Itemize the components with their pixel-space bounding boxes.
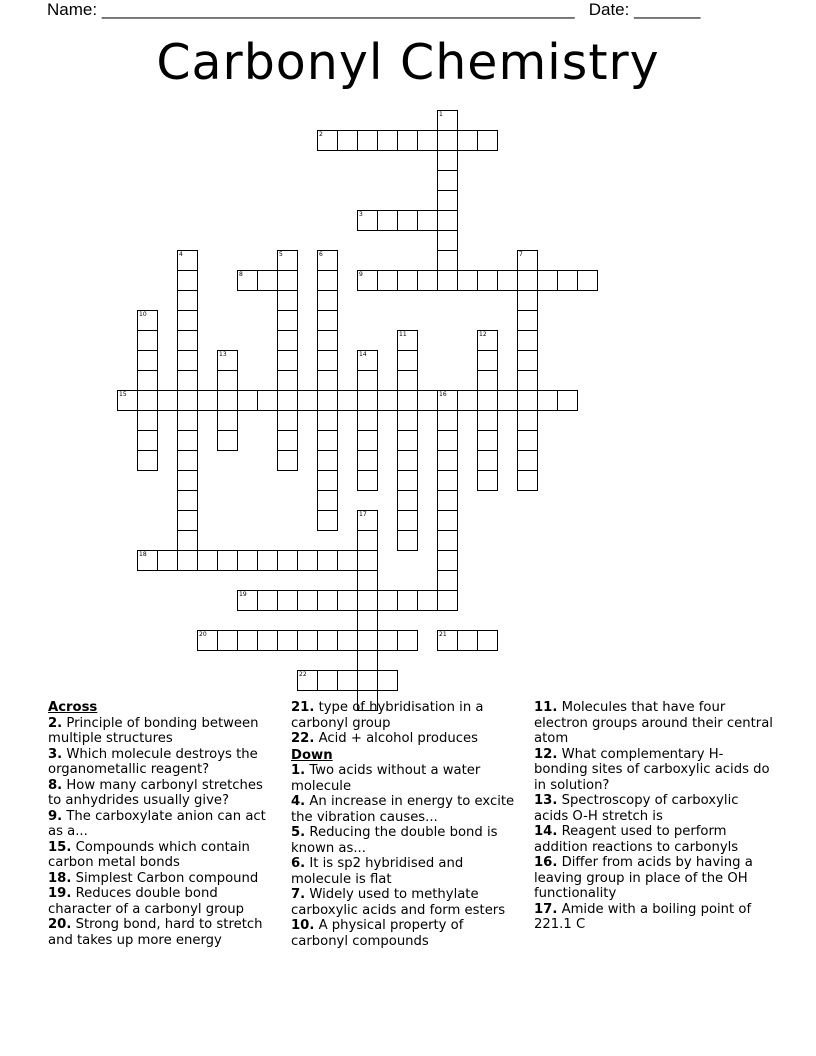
grid-cell[interactable] <box>477 330 498 351</box>
clue-number: 1 <box>439 111 443 118</box>
clue-number: 16 <box>439 391 447 398</box>
clue-item-text: Spectroscopy of carboxylic acids O-H stretch is <box>534 793 739 824</box>
clue-item-text: Strong bond, hard to stretch and takes up more energy <box>48 917 263 948</box>
grid-cell[interactable] <box>137 430 158 451</box>
clue-item-number: 20. <box>48 917 72 932</box>
grid-cell[interactable] <box>417 590 438 611</box>
grid-cell[interactable] <box>277 350 298 371</box>
clue-item-text: Widely used to methylate carboxylic acids and form esters <box>291 887 506 918</box>
clue-number: 4 <box>179 251 183 258</box>
grid-cell[interactable] <box>157 390 178 411</box>
grid-cell[interactable] <box>357 570 378 591</box>
clue-item <box>291 763 523 794</box>
grid-cell[interactable] <box>337 130 358 151</box>
grid-cell[interactable] <box>437 190 458 211</box>
grid-cell[interactable] <box>477 370 498 391</box>
clue-item <box>48 871 276 887</box>
grid-cell[interactable] <box>377 390 398 411</box>
clue-item <box>48 778 276 809</box>
down-heading: Down <box>291 747 333 763</box>
grid-cell[interactable] <box>277 370 298 391</box>
grid-cell[interactable] <box>397 510 418 531</box>
clue-item-text: An increase in energy to excite the vibration causes... <box>291 794 515 825</box>
grid-cell[interactable] <box>297 630 318 651</box>
grid-cell[interactable] <box>417 210 438 231</box>
clue-item-text: Simplest Carbon compound <box>71 870 259 886</box>
grid-cell[interactable] <box>137 410 158 431</box>
grid-cell[interactable] <box>137 350 158 371</box>
clue-item-number: 5. <box>291 825 306 840</box>
grid-cell[interactable] <box>357 510 378 531</box>
grid-cell[interactable] <box>477 350 498 371</box>
grid-cell[interactable] <box>277 250 298 271</box>
grid-cell[interactable] <box>217 630 238 651</box>
grid-cell[interactable] <box>257 630 278 651</box>
grid-cell[interactable] <box>537 390 558 411</box>
grid-cell[interactable] <box>517 250 538 271</box>
grid-cell[interactable] <box>377 210 398 231</box>
clue-item-text: Amide with a boiling point of 221.1 C <box>534 901 752 932</box>
clues-column-2 <box>291 700 523 949</box>
clue-item-text: A physical property of carbonyl compounds <box>291 918 464 949</box>
grid-cell[interactable] <box>317 450 338 471</box>
grid-cell[interactable] <box>397 630 418 651</box>
clue-item <box>291 856 523 887</box>
grid-cell[interactable] <box>437 630 458 651</box>
grid-cell[interactable] <box>177 410 198 431</box>
grid-cell[interactable] <box>437 150 458 171</box>
grid-cell[interactable] <box>357 610 378 631</box>
grid-cell[interactable] <box>197 550 218 571</box>
grid-cell[interactable] <box>197 390 218 411</box>
grid-cell[interactable] <box>357 650 378 671</box>
grid-cell[interactable] <box>137 390 158 411</box>
across-heading: Across <box>48 700 98 715</box>
grid-cell[interactable] <box>397 530 418 551</box>
grid-cell[interactable] <box>277 450 298 471</box>
grid-cell[interactable] <box>417 130 438 151</box>
grid-cell[interactable] <box>477 450 498 471</box>
grid-cell[interactable] <box>437 390 458 411</box>
clue-number: 20 <box>199 631 207 638</box>
grid-cell[interactable] <box>437 570 458 591</box>
grid-cell[interactable] <box>537 270 558 291</box>
grid-cell[interactable] <box>257 550 278 571</box>
grid-cell[interactable] <box>317 350 338 371</box>
grid-cell[interactable] <box>237 270 258 291</box>
clue-item <box>48 886 276 917</box>
grid-cell[interactable] <box>497 390 518 411</box>
grid-cell[interactable] <box>257 270 278 291</box>
clue-item <box>48 917 276 948</box>
grid-cell[interactable] <box>277 270 298 291</box>
grid-cell[interactable] <box>357 590 378 611</box>
grid-cell[interactable] <box>517 450 538 471</box>
clue-item <box>291 918 523 949</box>
clue-item <box>534 700 774 747</box>
clue-number: 21 <box>439 631 447 638</box>
clue-number: 9 <box>359 271 363 278</box>
grid-cell[interactable] <box>577 270 598 291</box>
clue-item-number: 19. <box>48 886 72 901</box>
grid-cell[interactable] <box>397 270 418 291</box>
grid-cell[interactable] <box>177 250 198 271</box>
grid-cell[interactable] <box>357 470 378 491</box>
grid-cell[interactable] <box>337 670 358 691</box>
clue-item-number: 9. <box>48 808 63 824</box>
grid-cell[interactable] <box>257 390 278 411</box>
grid-cell[interactable] <box>277 590 298 611</box>
grid-cell[interactable] <box>317 330 338 351</box>
grid-cell[interactable] <box>437 110 458 131</box>
grid-cell[interactable] <box>197 630 218 651</box>
clue-item-number: 3. <box>48 746 63 762</box>
grid-cell[interactable] <box>437 550 458 571</box>
page-title: Carbonyl Chemistry <box>156 34 660 91</box>
grid-cell[interactable] <box>177 470 198 491</box>
grid-cell[interactable] <box>137 330 158 351</box>
grid-cell[interactable] <box>517 430 538 451</box>
clue-number: 17 <box>359 511 367 518</box>
clue-item-text: Reduces double bond character of a carbonyl group <box>48 886 245 917</box>
clue-number: 2 <box>319 131 323 138</box>
grid-cell[interactable] <box>317 670 338 691</box>
grid-cell[interactable] <box>177 290 198 311</box>
grid-cell[interactable] <box>357 630 378 651</box>
grid-cell[interactable] <box>337 630 358 651</box>
grid-cell[interactable] <box>317 310 338 331</box>
clue-number: 13 <box>219 351 227 358</box>
grid-cell[interactable] <box>317 490 338 511</box>
grid-cell[interactable] <box>357 670 378 691</box>
clue-item-number: 18. <box>48 870 72 886</box>
clue-number: 10 <box>139 311 147 318</box>
clue-number: 18 <box>139 551 147 558</box>
clue-number: 12 <box>479 331 487 338</box>
grid-cell[interactable] <box>157 550 178 571</box>
grid-cell[interactable] <box>217 430 238 451</box>
grid-cell[interactable] <box>457 270 478 291</box>
grid-cell[interactable] <box>117 390 138 411</box>
grid-cell[interactable] <box>457 130 478 151</box>
grid-cell[interactable] <box>357 530 378 551</box>
clue-item <box>534 902 774 933</box>
grid-cell[interactable] <box>517 410 538 431</box>
grid-cell[interactable] <box>277 330 298 351</box>
grid-cell[interactable] <box>437 230 458 251</box>
clue-item-text: How many carbonyl stretches to anhydrides usually give? <box>48 777 263 808</box>
grid-cell[interactable] <box>377 130 398 151</box>
grid-cell[interactable] <box>437 270 458 291</box>
grid-cell[interactable] <box>437 450 458 471</box>
grid-cell[interactable] <box>437 430 458 451</box>
grid-cell[interactable] <box>317 410 338 431</box>
clue-item <box>291 794 523 825</box>
grid-cell[interactable] <box>317 130 338 151</box>
grid-cell[interactable] <box>277 630 298 651</box>
grid-cell[interactable] <box>437 590 458 611</box>
grid-cell[interactable] <box>277 290 298 311</box>
grid-cell[interactable] <box>177 530 198 551</box>
grid-cell[interactable] <box>357 550 378 571</box>
clue-item <box>48 716 276 747</box>
grid-cell[interactable] <box>397 470 418 491</box>
grid-cell[interactable] <box>217 550 238 571</box>
grid-cell[interactable] <box>297 390 318 411</box>
clue-item <box>48 840 276 871</box>
grid-cell[interactable] <box>437 510 458 531</box>
grid-cell[interactable] <box>317 270 338 291</box>
clue-number: 11 <box>399 331 407 338</box>
clue-item-text: Differ from acids by having a leaving group in place of the OH functionality <box>534 855 753 901</box>
clues-column-3 <box>534 700 774 933</box>
grid-cell[interactable] <box>357 410 378 431</box>
grid-cell[interactable] <box>437 470 458 491</box>
grid-cell[interactable] <box>477 470 498 491</box>
grid-cell[interactable] <box>317 550 338 571</box>
name-label: Name: <box>47 0 98 19</box>
grid-cell[interactable] <box>237 630 258 651</box>
grid-cell[interactable] <box>397 130 418 151</box>
clue-item-text: Reagent used to perform addition reactions to carbonyls <box>534 824 739 855</box>
grid-cell[interactable] <box>377 630 398 651</box>
grid-cell[interactable] <box>397 410 418 431</box>
grid-cell[interactable] <box>277 410 298 431</box>
grid-cell[interactable] <box>517 370 538 391</box>
grid-cell[interactable] <box>517 470 538 491</box>
grid-cell[interactable] <box>397 450 418 471</box>
grid-cell[interactable] <box>357 430 378 451</box>
grid-cell[interactable] <box>177 450 198 471</box>
grid-cell[interactable] <box>517 350 538 371</box>
grid-cell[interactable] <box>317 590 338 611</box>
grid-cell[interactable] <box>337 390 358 411</box>
grid-cell[interactable] <box>177 350 198 371</box>
grid-cell[interactable] <box>417 270 438 291</box>
clue-item <box>291 825 523 856</box>
clue-item-number: 15. <box>48 839 72 855</box>
grid-cell[interactable] <box>397 490 418 511</box>
grid-cell[interactable] <box>557 390 578 411</box>
grid-cell[interactable] <box>397 370 418 391</box>
grid-cell[interactable] <box>297 670 318 691</box>
clue-item-text: What complementary H-bonding sites of carboxylic acids do in solution? <box>534 746 770 793</box>
clue-number: 19 <box>239 591 247 598</box>
grid-cell[interactable] <box>177 490 198 511</box>
grid-cell[interactable] <box>317 370 338 391</box>
clue-item-number: 10. <box>291 918 315 933</box>
clue-item-text: Which molecule destroys the organometallic reagent? <box>48 746 258 777</box>
grid-cell[interactable] <box>517 270 538 291</box>
grid-cell[interactable] <box>177 390 198 411</box>
grid-cell[interactable] <box>317 250 338 271</box>
clue-item-text: Acid + alcohol produces <box>314 731 478 746</box>
grid-cell[interactable] <box>397 430 418 451</box>
grid-cell[interactable] <box>317 470 338 491</box>
clue-item-text: Compounds which contain carbon metal bonds <box>48 839 250 870</box>
grid-cell[interactable] <box>177 370 198 391</box>
grid-cell[interactable] <box>517 310 538 331</box>
grid-cell[interactable] <box>377 270 398 291</box>
clue-item-text: Two acids without a water molecule <box>291 763 481 794</box>
clue-item <box>48 747 276 778</box>
grid-cell[interactable] <box>297 590 318 611</box>
grid-cell[interactable] <box>437 410 458 431</box>
grid-cell[interactable] <box>177 310 198 331</box>
clue-item-number: 13. <box>534 793 558 808</box>
clue-number: 6 <box>319 251 323 258</box>
grid-cell[interactable] <box>277 310 298 331</box>
grid-cell[interactable] <box>317 390 338 411</box>
grid-cell[interactable] <box>137 310 158 331</box>
grid-cell[interactable] <box>397 210 418 231</box>
clue-item <box>291 731 523 747</box>
clue-number: 5 <box>279 251 283 258</box>
grid-cell[interactable] <box>357 210 378 231</box>
clue-item <box>534 824 774 855</box>
grid-cell[interactable] <box>317 510 338 531</box>
clue-item-number: 4. <box>291 794 306 809</box>
clue-item-number: 17. <box>534 901 558 917</box>
clue-item-number: 12. <box>534 746 558 762</box>
grid-cell[interactable] <box>137 550 158 571</box>
grid-cell[interactable] <box>337 590 358 611</box>
clue-item-number: 8. <box>48 777 63 793</box>
clue-number: 3 <box>359 211 363 218</box>
grid-cell[interactable] <box>217 370 238 391</box>
grid-cell[interactable] <box>177 510 198 531</box>
clue-item-number: 6. <box>291 856 306 871</box>
grid-cell[interactable] <box>357 270 378 291</box>
grid-cell[interactable] <box>257 590 278 611</box>
grid-cell[interactable] <box>437 490 458 511</box>
name-line[interactable]: __________________________________________________ <box>101 0 575 19</box>
clue-item-number: 1. <box>291 763 306 778</box>
grid-cell[interactable] <box>357 450 378 471</box>
grid-cell[interactable] <box>497 270 518 291</box>
grid-cell[interactable] <box>417 390 438 411</box>
clue-item-number: 14. <box>534 824 558 839</box>
grid-cell[interactable] <box>357 370 378 391</box>
grid-cell[interactable] <box>437 130 458 151</box>
clue-item <box>534 793 774 824</box>
clue-item-text: The carboxylate anion can act as a... <box>48 808 266 839</box>
grid-cell[interactable] <box>277 550 298 571</box>
grid-cell[interactable] <box>137 370 158 391</box>
grid-cell[interactable] <box>477 430 498 451</box>
grid-cell[interactable] <box>397 330 418 351</box>
clue-item-text: It is sp2 hybridised and molecule is flat <box>291 856 464 887</box>
clue-item-text: Molecules that have four electron groups around their central atom <box>534 700 773 746</box>
grid-cell[interactable] <box>377 670 398 691</box>
grid-cell[interactable] <box>357 390 378 411</box>
grid-cell[interactable] <box>377 590 398 611</box>
grid-cell[interactable] <box>517 390 538 411</box>
date-label: Date: <box>588 0 630 19</box>
clue-number: 15 <box>119 391 127 398</box>
grid-cell[interactable] <box>297 550 318 571</box>
grid-cell[interactable] <box>477 390 498 411</box>
clue-item <box>48 809 276 840</box>
grid-cell[interactable] <box>357 350 378 371</box>
date-line[interactable]: _______ <box>634 0 701 19</box>
grid-cell[interactable] <box>217 410 238 431</box>
clue-item-number: 16. <box>534 855 558 870</box>
grid-cell[interactable] <box>337 550 358 571</box>
grid-cell[interactable] <box>237 590 258 611</box>
clue-item-text: type of hybridisation in a carbonyl group <box>291 700 484 731</box>
clues-column-1 <box>48 700 276 948</box>
grid-cell[interactable] <box>317 290 338 311</box>
grid-cell[interactable] <box>177 270 198 291</box>
grid-cell[interactable] <box>277 390 298 411</box>
clue-item <box>291 700 523 731</box>
grid-cell[interactable] <box>357 130 378 151</box>
clue-item <box>534 747 774 794</box>
grid-cell[interactable] <box>237 390 258 411</box>
grid-cell[interactable] <box>177 430 198 451</box>
clue-item-number: 7. <box>291 887 306 902</box>
grid-cell[interactable] <box>237 550 258 571</box>
grid-cell[interactable] <box>397 350 418 371</box>
grid-cell[interactable] <box>477 270 498 291</box>
clue-item-text: Principle of bonding between multiple structures <box>48 715 259 746</box>
grid-cell[interactable] <box>457 630 478 651</box>
clue-item <box>534 855 774 902</box>
grid-cell[interactable] <box>317 630 338 651</box>
grid-cell[interactable] <box>177 550 198 571</box>
grid-cell[interactable] <box>477 630 498 651</box>
clue-number: 8 <box>239 271 243 278</box>
grid-cell[interactable] <box>137 450 158 471</box>
grid-cell[interactable] <box>317 430 338 451</box>
clue-item-number: 22. <box>291 731 315 746</box>
grid-cell[interactable] <box>177 330 198 351</box>
grid-cell[interactable] <box>517 290 538 311</box>
grid-cell[interactable] <box>517 330 538 351</box>
grid-cell[interactable] <box>437 170 458 191</box>
grid-cell[interactable] <box>277 430 298 451</box>
grid-cell[interactable] <box>437 210 458 231</box>
clue-item-number: 2. <box>48 715 63 731</box>
grid-cell[interactable] <box>437 530 458 551</box>
grid-cell[interactable] <box>477 130 498 151</box>
clue-item-number: 11. <box>534 700 558 715</box>
grid-cell[interactable] <box>437 250 458 271</box>
grid-cell[interactable] <box>557 270 578 291</box>
grid-cell[interactable] <box>217 390 238 411</box>
clue-item <box>291 887 523 918</box>
clue-number: 14 <box>359 351 367 358</box>
clue-number: 22 <box>299 671 307 678</box>
grid-cell[interactable] <box>397 590 418 611</box>
clue-number: 7 <box>519 251 523 258</box>
clue-item-text: Reducing the double bond is known as... <box>291 825 498 856</box>
grid-cell[interactable] <box>397 390 418 411</box>
clue-item-number: 21. <box>291 700 315 715</box>
grid-cell[interactable] <box>457 390 478 411</box>
grid-cell[interactable] <box>477 410 498 431</box>
grid-cell[interactable] <box>217 350 238 371</box>
